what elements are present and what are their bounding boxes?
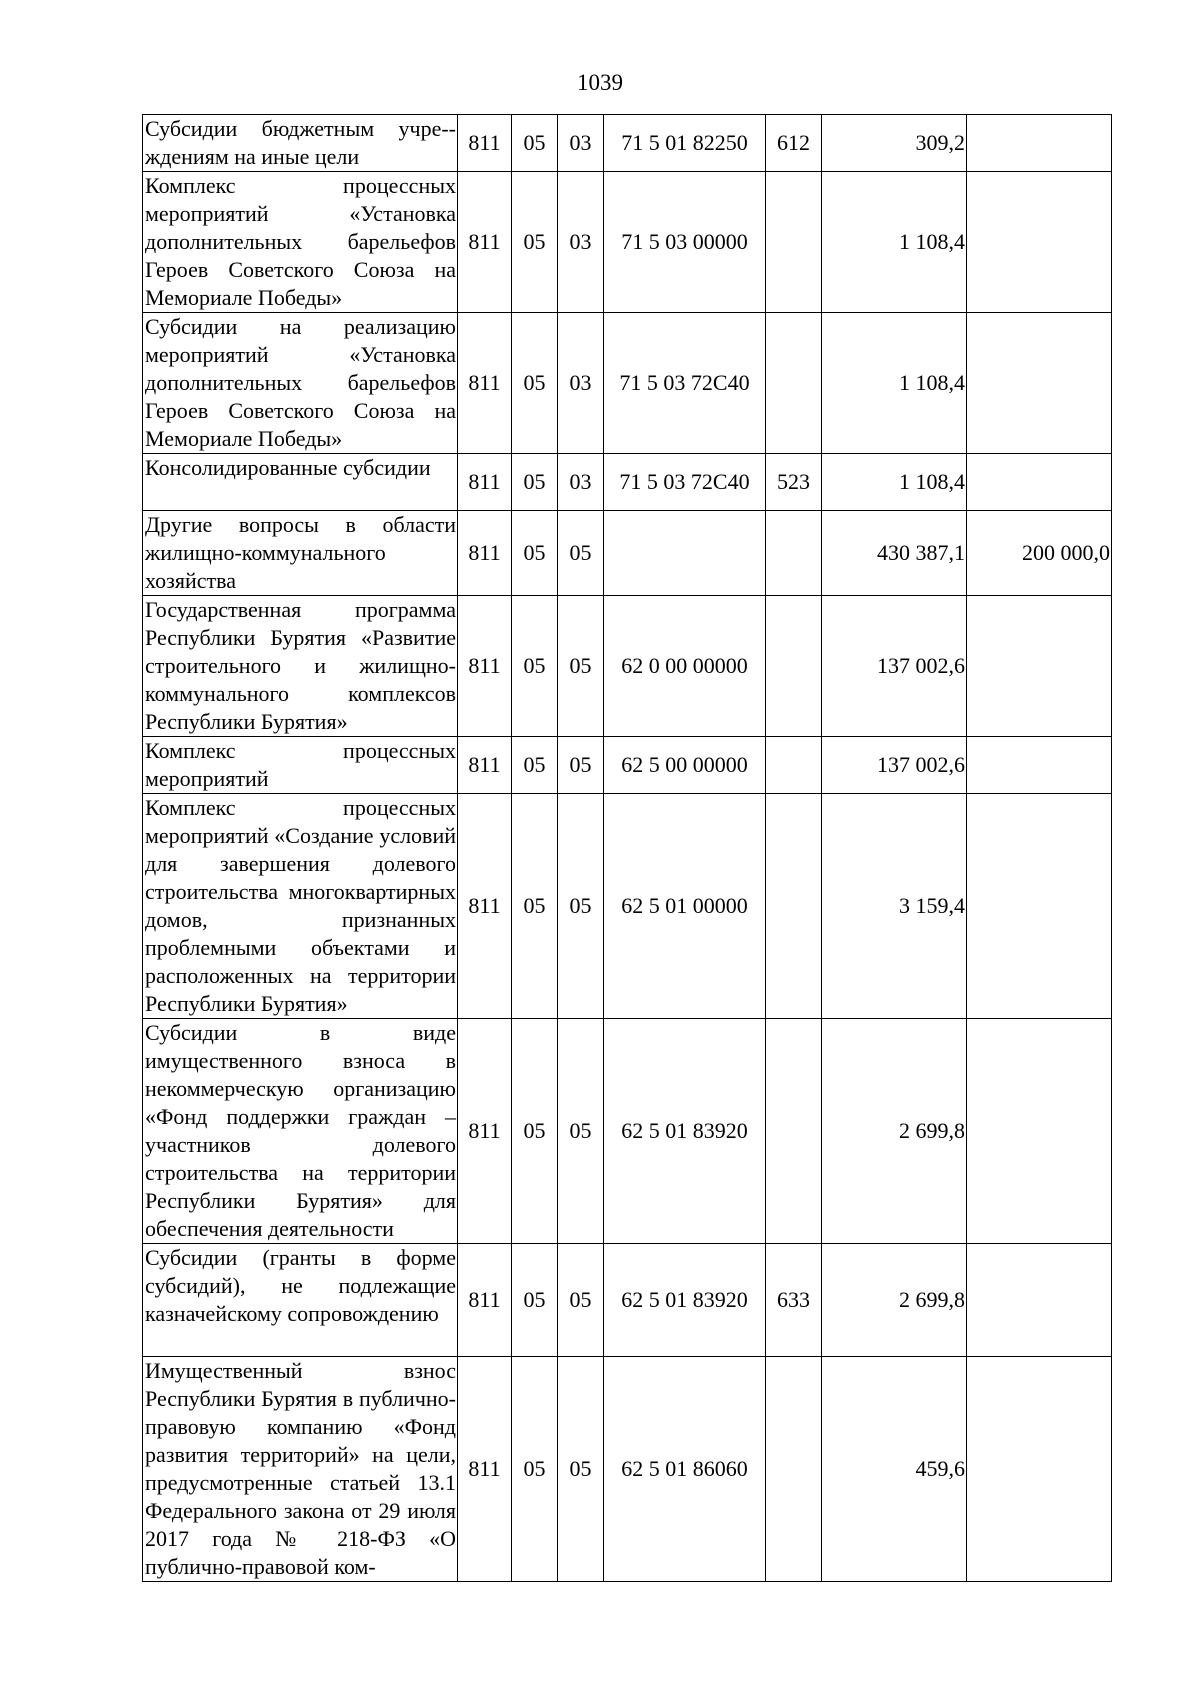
section-code: 05 — [512, 511, 558, 596]
row-name: Субсидии (гранты в форме субсидий), не подлежащие казначейскому сопровождению — [143, 1244, 458, 1357]
target-article-code: 62 5 01 83920 — [604, 1244, 766, 1357]
target-article-code: 71 5 03 00000 — [604, 172, 766, 313]
row-name: Комплекс процессных мероприятий «Установка дополнительных барельефов Героев Советского Союза на Мемориале Победы» — [143, 172, 458, 313]
section-code: 05 — [512, 454, 558, 511]
row-name: Субсидии бюджетным учре-ждениям на иные цели — [143, 115, 458, 172]
amount-secondary — [967, 596, 1112, 737]
amount-secondary — [967, 1019, 1112, 1244]
amount: 2 699,8 — [822, 1244, 967, 1357]
subsection-code: 05 — [558, 737, 604, 794]
subsection-code: 03 — [558, 172, 604, 313]
expense-type-code — [766, 511, 822, 596]
table-row — [143, 737, 1112, 794]
amount-secondary — [967, 313, 1112, 454]
ministry-code: 811 — [458, 454, 512, 511]
amount: 2 699,8 — [822, 1019, 967, 1244]
ministry-code: 811 — [458, 596, 512, 737]
subsection-code: 05 — [558, 596, 604, 737]
row-name: Комплекс процессных мероприятий — [143, 737, 458, 794]
amount: 3 159,4 — [822, 794, 967, 1019]
row-name: Имущественный взнос Республики Бурятия в публично-правовую компанию «Фонд развития территорий» на цели, предусмотренные статьей 13.1 Федерального закона от 29 июля 2017 года № 218-ФЗ «О публично-правовой ком- — [143, 1357, 458, 1582]
subsection-code: 05 — [558, 1244, 604, 1357]
amount-secondary — [967, 1357, 1112, 1582]
target-article-code: 62 5 00 00000 — [604, 737, 766, 794]
ministry-code: 811 — [458, 115, 512, 172]
ministry-code: 811 — [458, 737, 512, 794]
subsection-code: 03 — [558, 454, 604, 511]
table-row — [143, 596, 1112, 737]
amount-secondary — [967, 737, 1112, 794]
expense-type-code — [766, 737, 822, 794]
section-code: 05 — [512, 1244, 558, 1357]
row-name: Комплекс процессных мероприятий «Создание условий для завершения долевого строительства многоквартирных домов, признанных проблемными объектами и расположенных на территории Республики Бурятия» — [143, 794, 458, 1019]
target-article-code: 62 5 01 86060 — [604, 1357, 766, 1582]
ministry-code: 811 — [458, 511, 512, 596]
subsection-code: 03 — [558, 313, 604, 454]
subsection-code: 05 — [558, 1357, 604, 1582]
target-article-code: 62 5 01 00000 — [604, 794, 766, 1019]
table-row — [143, 1357, 1112, 1582]
table-row — [143, 313, 1112, 454]
table-row — [143, 511, 1112, 596]
expense-type-code — [766, 313, 822, 454]
amount: 1 108,4 — [822, 454, 967, 511]
section-code: 05 — [512, 737, 558, 794]
amount-secondary — [967, 172, 1112, 313]
section-code: 05 — [512, 172, 558, 313]
amount: 309,2 — [822, 115, 967, 172]
expense-type-code — [766, 794, 822, 1019]
row-name: Государственная программа Республики Бурятия «Развитие строительного и жилищно-коммунального комплексов Республики Бурятия» — [143, 596, 458, 737]
amount-secondary — [967, 794, 1112, 1019]
amount: 137 002,6 — [822, 737, 967, 794]
section-code: 05 — [512, 794, 558, 1019]
ministry-code: 811 — [458, 1244, 512, 1357]
amount: 459,6 — [822, 1357, 967, 1582]
amount: 1 108,4 — [822, 313, 967, 454]
ministry-code: 811 — [458, 1019, 512, 1244]
amount: 137 002,6 — [822, 596, 967, 737]
expense-type-code — [766, 596, 822, 737]
ministry-code: 811 — [458, 172, 512, 313]
subsection-code: 03 — [558, 115, 604, 172]
table-row — [143, 1244, 1112, 1357]
ministry-code: 811 — [458, 794, 512, 1019]
section-code: 05 — [512, 596, 558, 737]
amount-secondary — [967, 1244, 1112, 1357]
expense-type-code: 612 — [766, 115, 822, 172]
row-name: Субсидии в виде имущественного взноса в некоммерческую организацию «Фонд поддержки граждан – участников долевого строительства на территории Республики Бурятия» для обеспечения деятельности — [143, 1019, 458, 1244]
row-name: Субсидии на реализацию мероприятий «Установка дополнительных барельефов Героев Советского Союза на Мемориале Победы» — [143, 313, 458, 454]
table-row — [143, 1019, 1112, 1244]
ministry-code: 811 — [458, 313, 512, 454]
row-name: Другие вопросы в области жилищно-коммунального хозяйства — [143, 511, 458, 596]
expense-type-code: 633 — [766, 1244, 822, 1357]
section-code: 05 — [512, 1019, 558, 1244]
subsection-code: 05 — [558, 1019, 604, 1244]
amount: 430 387,1 — [822, 511, 967, 596]
section-code: 05 — [512, 1357, 558, 1582]
amount-secondary — [967, 454, 1112, 511]
expense-type-code — [766, 1357, 822, 1582]
ministry-code: 811 — [458, 1357, 512, 1582]
expense-type-code — [766, 1019, 822, 1244]
amount: 1 108,4 — [822, 172, 967, 313]
table-row — [143, 115, 1112, 172]
target-article-code: 71 5 03 72С40 — [604, 454, 766, 511]
section-code: 05 — [512, 313, 558, 454]
table-row — [143, 454, 1112, 511]
target-article-code: 62 0 00 00000 — [604, 596, 766, 737]
amount-secondary — [967, 115, 1112, 172]
table-row — [143, 172, 1112, 313]
amount-secondary: 200 000,0 — [967, 511, 1112, 596]
table-row — [143, 794, 1112, 1019]
target-article-code — [604, 511, 766, 596]
subsection-code: 05 — [558, 511, 604, 596]
target-article-code: 71 5 01 82250 — [604, 115, 766, 172]
page-number: 1039 — [577, 70, 623, 95]
section-code: 05 — [512, 115, 558, 172]
subsection-code: 05 — [558, 794, 604, 1019]
target-article-code: 71 5 03 72С40 — [604, 313, 766, 454]
expense-type-code: 523 — [766, 454, 822, 511]
expense-type-code — [766, 172, 822, 313]
row-name: Консолидированные субсидии — [143, 454, 458, 511]
budget-table — [142, 114, 1112, 1582]
target-article-code: 62 5 01 83920 — [604, 1019, 766, 1244]
